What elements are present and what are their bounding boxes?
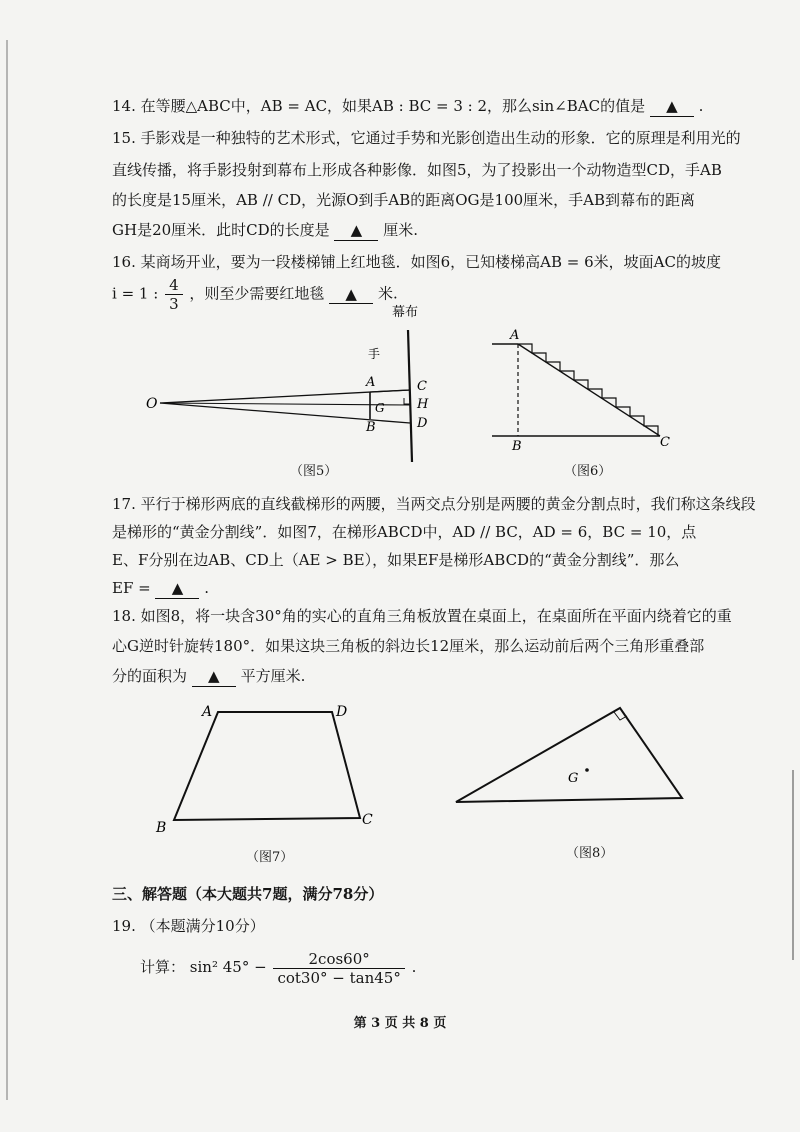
fig8-label-g: G: [568, 771, 579, 786]
fig5-screen-line: [408, 330, 412, 462]
q15-line-1: 15. 手影戏是一种独特的艺术形式，它通过手势和光影创造出生动的形象．它的原理是利用光的: [112, 129, 741, 147]
fig6-label-c: C: [660, 435, 670, 450]
fig5-hand-label: 手: [368, 347, 381, 361]
q17-end: .: [204, 579, 210, 597]
q17-line-4: [112, 578, 209, 599]
fig7-caption: （图7）: [246, 850, 294, 865]
q14-end: .: [698, 97, 704, 115]
figure-8: [450, 700, 690, 810]
fig6-slope-ac: [518, 344, 660, 436]
q16-ratio: i = 1 :: [112, 284, 159, 303]
page-footer: 第 3 页 共 8 页: [353, 1016, 447, 1031]
fig6-label-b: B: [512, 439, 522, 454]
scan-edge-left: [6, 40, 8, 1100]
q15-text: GH是20厘米．此时CD的长度是: [112, 221, 330, 239]
question-14: [112, 96, 703, 117]
q14-answer-blank: ▲: [650, 96, 694, 117]
q14-text: 14. 在等腰△ABC中，AB = AC，如果AB : BC = 3 : 2，那么sin∠BAC的值是: [112, 97, 646, 115]
q19-numerator: 2cos60°: [273, 950, 404, 969]
q16-unit: 米.: [377, 284, 398, 303]
q18-text: 分的面积为: [112, 667, 188, 685]
q15-line-2: 直线传播，将手影投射到幕布上形成各种影像．如图5，为了投影出一个动物造型CD，手AB: [112, 161, 722, 179]
fig5-label-c: C: [417, 379, 427, 394]
fig6-caption: （图6）: [564, 464, 612, 479]
q17-text: EF =: [112, 579, 151, 597]
fig8-caption: （图8）: [566, 846, 614, 861]
q16-text: ，则至少需要红地毯: [189, 284, 325, 303]
fig7-label-a: A: [202, 704, 213, 720]
fig5-caption: （图5）: [290, 464, 338, 479]
figure-6: [488, 326, 688, 456]
q16-answer-blank: ▲: [329, 285, 373, 304]
q18-line-3: [112, 666, 305, 687]
q18-answer-blank: ▲: [192, 666, 236, 687]
fig5-label-g: G: [375, 401, 385, 415]
fig5-screen-label: 幕布: [392, 305, 419, 320]
fig5-label-h: H: [417, 397, 429, 412]
q15-line-3: 的长度是15厘米，AB // CD，光源O到手AB的距离OG是100厘米，手AB到幕布的距离: [112, 191, 696, 209]
fig5-label-o: O: [146, 396, 158, 412]
q19-term-1: sin² 45° −: [189, 958, 267, 976]
fig8-centroid-point: [585, 768, 589, 772]
q18-line-1: 18. 如图8，将一块含30°角的实心的直角三角板放置在桌面上，在桌面所在平面内绕着它的重: [112, 607, 732, 625]
q16-fraction-numerator: 4: [165, 276, 183, 295]
q19-end: .: [411, 958, 417, 976]
scan-edge-right: [792, 770, 794, 960]
fig5-line-oh: [160, 403, 410, 405]
q19-calc-label: 计算：: [140, 958, 186, 976]
q19-fraction: [273, 950, 404, 987]
q16-line-1: 16. 某商场开业，要为一段楼梯铺上红地毯．如图6，已知楼梯高AB = 6米，坡面AC的坡度: [112, 253, 721, 271]
q17-answer-blank: ▲: [155, 578, 199, 599]
q16-fraction-denominator: 3: [169, 295, 179, 313]
fig7-label-d: D: [336, 704, 348, 720]
fig5-label-b: B: [366, 420, 376, 435]
fig7-trapezoid: [174, 712, 360, 820]
q17-line-2: 是梯形的“黄金分割线”．如图7，在梯形ABCD中，AD // BC，AD = 6，BC = 10，点: [112, 523, 697, 541]
figure-5: [130, 300, 450, 475]
q18-unit: 平方厘米.: [240, 667, 306, 685]
figure-7: [150, 700, 390, 840]
q15-answer-blank: ▲: [334, 220, 378, 241]
fig5-label-d: D: [417, 416, 428, 431]
q18-line-2: 心G逆时针旋转180°．如果这块三角板的斜边长12厘米，那么运动前后两个三角形重叠部: [112, 637, 705, 655]
fig7-label-b: B: [156, 820, 167, 836]
fig6-label-a: A: [510, 328, 520, 343]
q17-line-3: E、F分别在边AB、CD上（AE > BE），如果EF是梯形ABCD的“黄金分割线”．那么: [112, 551, 680, 569]
q15-line-4: [112, 220, 418, 241]
section-3-heading: 三、解答题（本大题共7题，满分78分）: [112, 885, 384, 903]
fig7-label-c: C: [362, 812, 373, 828]
fig5-label-a: A: [366, 375, 376, 390]
q19-heading: 19. （本题满分10分）: [112, 917, 265, 935]
q19-denominator: cot30° − tan45°: [277, 968, 401, 987]
q19-expression: [140, 944, 416, 990]
q17-line-1: 17. 平行于梯形两底的直线截梯形的两腰，当两交点分别是两腰的黄金分割点时，我们称这条线段: [112, 495, 756, 513]
q15-unit: 厘米.: [383, 221, 418, 239]
fig5-line-ac: [370, 390, 410, 392]
fig8-triangle: [456, 708, 682, 802]
